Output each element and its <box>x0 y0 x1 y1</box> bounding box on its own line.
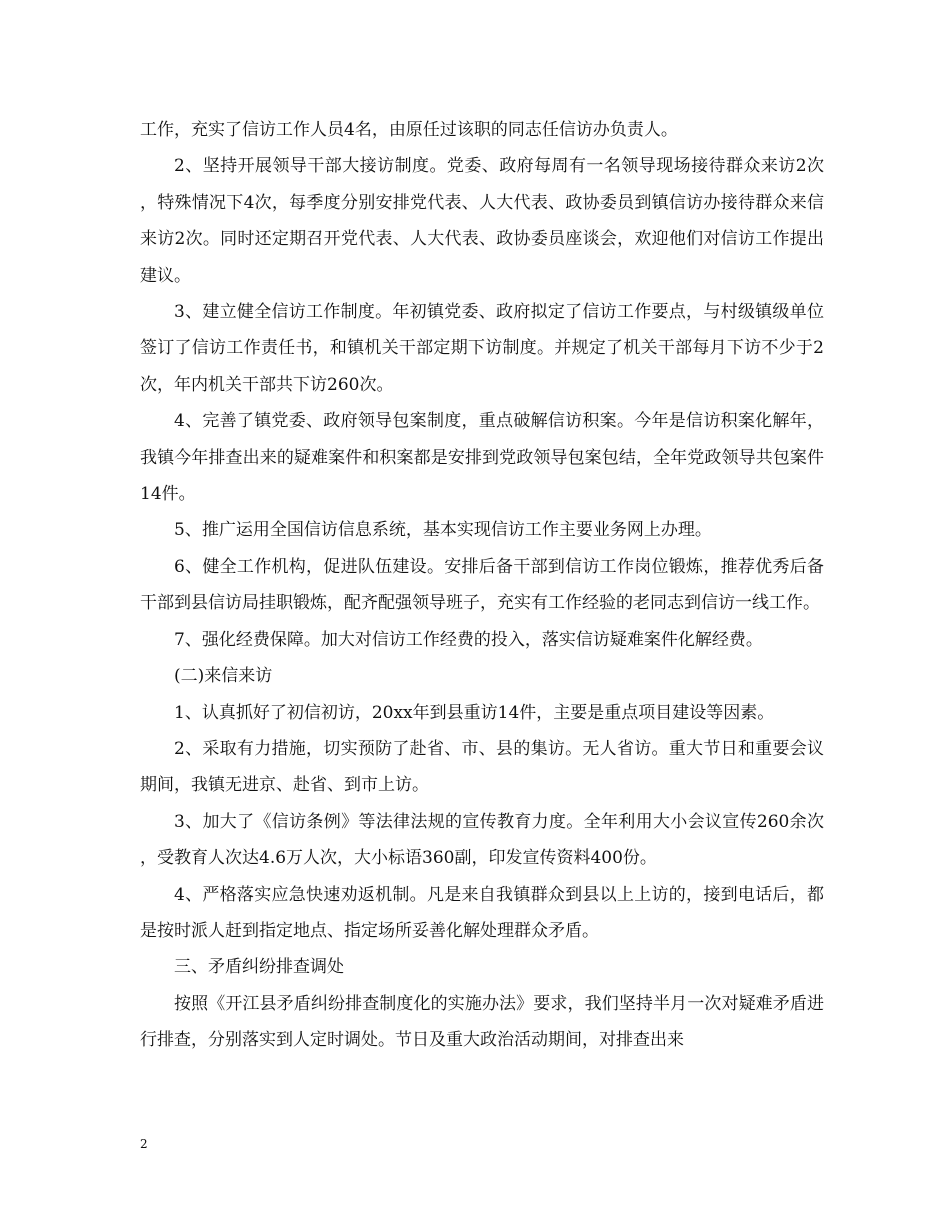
paragraph-dispute-measures: 按照《开江县矛盾纠纷排查制度化的实施办法》要求，我们坚持半月一次对疑难矛盾进行排查，分别落实到人定时调处。节日及重大政治活动期间，对排查出来 <box>140 993 824 1051</box>
document-body <box>140 112 824 1059</box>
page-number: 2 <box>140 1137 148 1151</box>
paragraph-item-3-work-system: 3、建立健全信访工作制度。年初镇党委、政府拟定了信访工作要点，与村级镇级单位签订了信访工作责任书，和镇机关干部定期下访制度。并规定了机关干部每月下访不少于2次，年内机关干部共下访260次。 <box>140 302 824 395</box>
paragraph-item-2-prevention: 2、采取有力措施，切实预防了赴省、市、县的集访。无人省访。重大节日和重要会议期间，我镇无进京、赴省、到市上访。 <box>140 738 824 796</box>
paragraph-continuation: 工作，充实了信访工作人员4名，由原任过该职的同志任信访办负责人。 <box>140 120 678 140</box>
section-heading-letters-visits: (二)来信来访 <box>174 666 273 687</box>
paragraph-item-3-publicity: 3、加大了《信访条例》等法律法规的宣传教育力度。全年利用大小会议宣传260余次，受教育人次达4.6万人次，大小标语360副，印发宣传资料400份。 <box>140 811 824 869</box>
paragraph-item-4-case-responsibility: 4、完善了镇党委、政府领导包案制度，重点破解信访积案。今年是信访积案化解年，我镇今年排查出来的疑难案件和积案都是安排到党政领导包案包结，全年党政领导共包案件14件。 <box>140 411 824 505</box>
section-heading-dispute-resolution: 三、矛盾纠纷排查调处 <box>174 957 344 978</box>
paragraph-item-6-team-building: 6、健全工作机构，促进队伍建设。安排后备干部到信访工作岗位锻炼，推荐优秀后备干部到县信访局挂职锻炼，配齐配强领导班子，充实有工作经验的老同志到信访一线工作。 <box>140 556 824 614</box>
paragraph-item-4-emergency: 4、严格落实应急快速劝返机制。凡是来自我镇群众到县以上上访的，接到电话后，都是按时派人赶到指定地点、指定场所妥善化解处理群众矛盾。 <box>140 884 824 941</box>
paragraph-item-2-leader-visits: 2、坚持开展领导干部大接访制度。党委、政府每周有一名领导现场接待群众来访2次，特殊情况下4次，每季度分别安排党代表、人大代表、政协委员到镇信访办接待群众来信来访2次。同时还定期召开党代表、人大代表、政协委员座谈会，欢迎他们对信访工作提出建议。 <box>140 156 824 286</box>
paragraph-item-7-funding: 7、强化经费保障。加大对信访工作经费的投入，落实信访疑难案件化解经费。 <box>174 629 763 650</box>
paragraph-item-5-info-system: 5、推广运用全国信访信息系统，基本实现信访工作主要业务网上办理。 <box>174 520 712 541</box>
paragraph-item-1-first-visits: 1、认真抓好了初信初访，20xx年到县重访14件，主要是重点项目建设等因素。 <box>174 702 775 723</box>
